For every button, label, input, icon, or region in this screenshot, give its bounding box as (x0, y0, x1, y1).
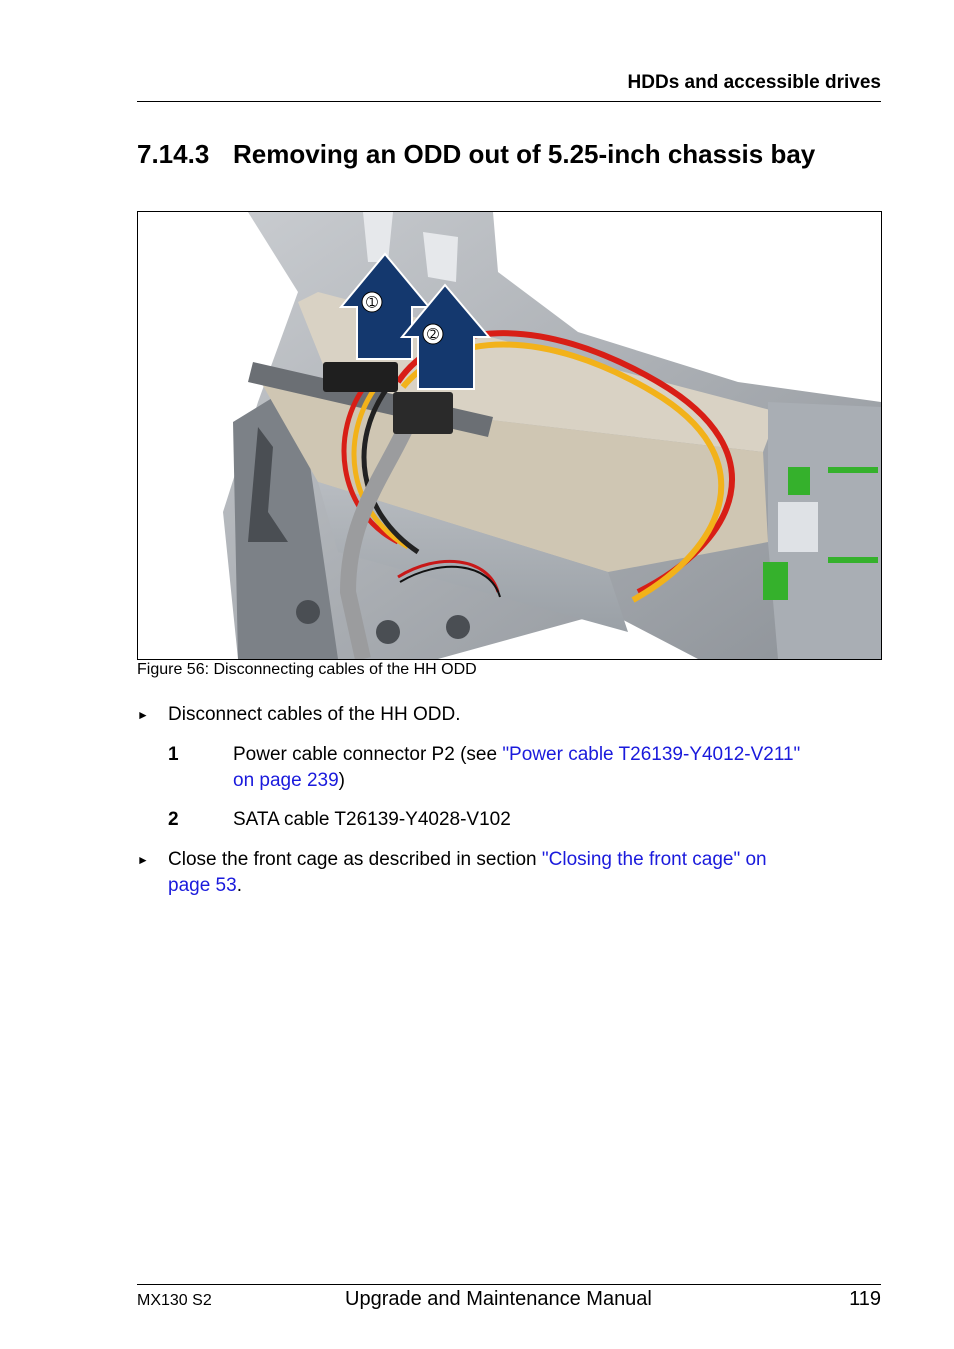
section-title: Removing an ODD out of 5.25-inch chassis bay (233, 139, 816, 169)
power-connector-p2 (323, 362, 398, 392)
step-text-line1: Close the front cage as described in section "Closing the front cage" on (168, 849, 767, 870)
green-latch-lower (763, 562, 788, 600)
footer-rule (137, 1284, 881, 1285)
section-number: 7.14.3 (137, 139, 210, 169)
page-number: 119 (849, 1288, 881, 1310)
marker-1-label: ➀ (366, 294, 378, 310)
legend-text: SATA cable T26139-Y4028-V102 (233, 809, 511, 830)
bullet-triangle-icon: ► (137, 853, 149, 867)
footer-model: MX130 S2 (137, 1292, 212, 1309)
marker-2-label: ➁ (427, 326, 439, 342)
legend-text-line2: on page 239) (233, 770, 345, 791)
step-text-line2: page 53. (168, 875, 242, 896)
figure-caption: Figure 56: Disconnecting cables of the HH ODD (137, 661, 477, 678)
footer-manual-title: Upgrade and Maintenance Manual (345, 1288, 652, 1310)
link-page-53[interactable]: page 53 (168, 875, 237, 896)
green-latch-upper (788, 467, 810, 495)
link-closing-front-cage[interactable]: "Closing the front cage" on (541, 849, 767, 870)
legend-text-line1: Power cable connector P2 (see "Power cable T26139-Y4012-V211" (233, 744, 801, 765)
odd-bay-illustration (138, 212, 881, 659)
header-title: HDDs and accessible drives (627, 72, 881, 93)
header-rule (137, 101, 881, 102)
bullet-triangle-icon: ► (137, 708, 149, 722)
link-page-239[interactable]: on page 239 (233, 770, 339, 791)
link-power-cable[interactable]: "Power cable T26139-Y4012-V211" (502, 744, 801, 765)
figure-photo (137, 211, 882, 660)
legend-number: 2 (168, 809, 179, 830)
section-heading (137, 139, 815, 170)
legend-number: 1 (168, 744, 179, 765)
sata-connector (393, 392, 453, 434)
step-text: Disconnect cables of the HH ODD. (168, 704, 461, 725)
